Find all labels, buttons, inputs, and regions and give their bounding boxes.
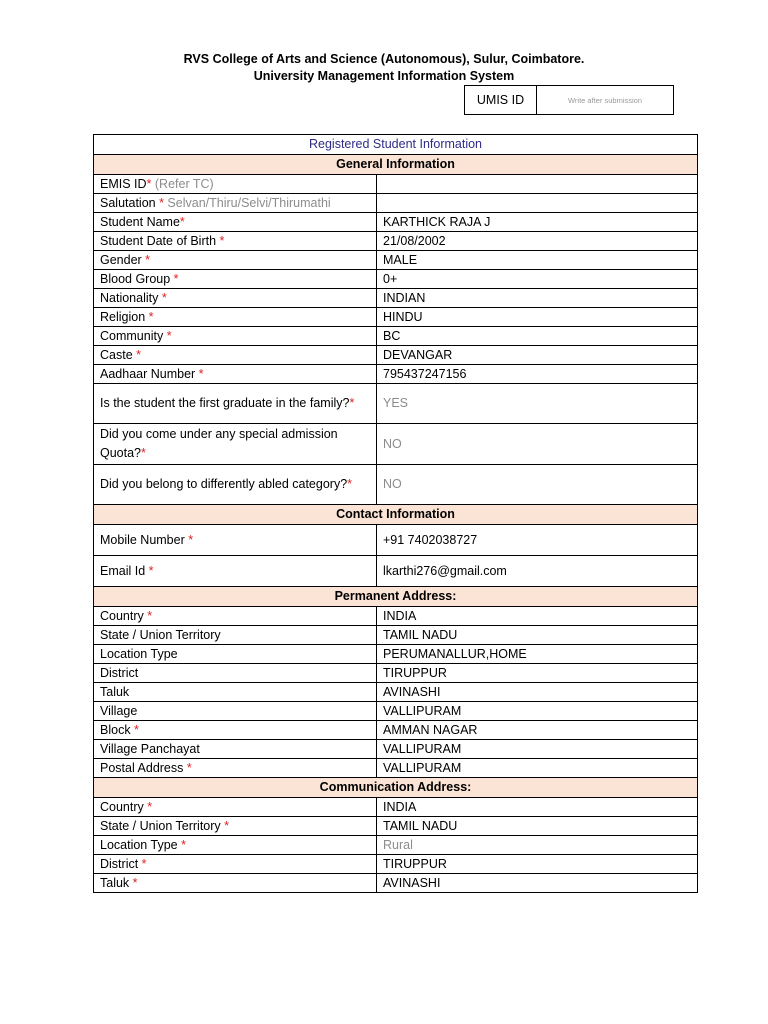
field-label-text: District — [100, 856, 142, 871]
field-value[interactable]: AVINASHI — [377, 683, 698, 702]
required-asterisk: * — [349, 396, 355, 410]
form-row — [94, 213, 698, 232]
field-value[interactable]: TAMIL NADU — [377, 626, 698, 645]
field-value[interactable]: VALLIPURAM — [377, 759, 698, 778]
field-value[interactable] — [377, 194, 698, 213]
field-label-text: Block — [100, 722, 135, 737]
required-asterisk: * — [186, 760, 192, 775]
required-asterisk: * — [188, 532, 194, 547]
form-row — [94, 721, 698, 740]
form-row — [94, 251, 698, 270]
required-asterisk: * — [132, 875, 138, 890]
form-row — [94, 194, 698, 213]
form-row — [94, 798, 698, 817]
section-header-row — [94, 155, 698, 175]
field-value[interactable]: TIRUPPUR — [377, 855, 698, 874]
field-value[interactable]: HINDU — [377, 308, 698, 327]
field-label-text: Village Panchayat — [100, 741, 200, 756]
section-title: Communication Address: — [94, 778, 698, 798]
form-row — [94, 308, 698, 327]
form-row — [94, 759, 698, 778]
field-label-text: Salutation — [100, 195, 160, 210]
field-label-text: Taluk — [100, 875, 133, 890]
form-row — [94, 346, 698, 365]
field-label — [94, 855, 377, 874]
section-title: Contact Information — [94, 505, 698, 525]
field-value[interactable]: 21/08/2002 — [377, 232, 698, 251]
field-label-text: Mobile Number — [100, 532, 189, 547]
field-value[interactable]: KARTHICK RAJA J — [377, 213, 698, 232]
required-asterisk: * — [179, 214, 185, 229]
form-row — [94, 855, 698, 874]
form-row — [94, 664, 698, 683]
required-asterisk: * — [166, 328, 172, 343]
field-label-text: Did you come under any special admission Quota? — [100, 427, 338, 460]
field-label — [94, 365, 377, 384]
required-asterisk: * — [141, 856, 147, 871]
section-title: General Information — [94, 155, 698, 175]
field-value[interactable]: INDIA — [377, 607, 698, 626]
field-label — [94, 817, 377, 836]
field-label — [94, 759, 377, 778]
section-header-row — [94, 505, 698, 525]
field-label — [94, 836, 377, 855]
field-label — [94, 251, 377, 270]
field-value[interactable]: TIRUPPUR — [377, 664, 698, 683]
field-value[interactable]: 795437247156 — [377, 365, 698, 384]
form-row — [94, 740, 698, 759]
required-asterisk: * — [134, 722, 139, 737]
field-label-text: EMIS ID — [100, 176, 147, 191]
field-hint: Selvan/Thiru/Selvi/Thirumathi — [163, 195, 331, 210]
field-value[interactable]: VALLIPURAM — [377, 740, 698, 759]
field-value[interactable]: lkarthi276@gmail.com — [377, 556, 698, 587]
required-asterisk: * — [148, 563, 154, 578]
field-label-text: Caste — [100, 347, 137, 362]
field-label — [94, 874, 377, 893]
field-label — [94, 740, 377, 759]
field-label — [94, 289, 377, 308]
field-value[interactable]: MALE — [377, 251, 698, 270]
form-row — [94, 384, 698, 424]
field-value[interactable]: NO — [377, 424, 698, 465]
field-label-text: Community — [100, 328, 167, 343]
form-row — [94, 645, 698, 664]
field-value[interactable] — [377, 175, 698, 194]
form-row — [94, 525, 698, 556]
required-asterisk: * — [181, 837, 186, 852]
field-label-text: Email Id — [100, 563, 149, 578]
form-row — [94, 270, 698, 289]
field-label — [94, 232, 377, 251]
field-label-text: Postal Address — [100, 760, 187, 775]
form-row — [94, 424, 698, 465]
field-label — [94, 270, 377, 289]
field-label-text: Location Type — [100, 837, 182, 852]
field-label — [94, 798, 377, 817]
form-row — [94, 175, 698, 194]
field-value[interactable]: AVINASHI — [377, 874, 698, 893]
field-label — [94, 683, 377, 702]
field-value[interactable]: Rural — [377, 836, 698, 855]
required-asterisk: * — [224, 818, 230, 833]
field-label-text: Country — [100, 608, 148, 623]
field-value[interactable]: DEVANGAR — [377, 346, 698, 365]
required-asterisk: * — [136, 347, 142, 362]
required-asterisk: * — [159, 195, 164, 210]
required-asterisk: * — [198, 366, 204, 381]
field-label — [94, 556, 377, 587]
field-value[interactable]: 0+ — [377, 270, 698, 289]
field-label — [94, 213, 377, 232]
field-value[interactable]: BC — [377, 327, 698, 346]
field-label-text: Village — [100, 703, 138, 718]
required-asterisk: * — [148, 309, 154, 324]
system-name: University Management Information System — [253, 69, 515, 83]
form-row — [94, 327, 698, 346]
field-label-text: Religion — [100, 309, 149, 324]
form-row — [94, 817, 698, 836]
field-value[interactable]: PERUMANALLUR,HOME — [377, 645, 698, 664]
form-row — [94, 607, 698, 626]
form-row — [94, 556, 698, 587]
field-label-text: State / Union Territory — [100, 818, 225, 833]
form-title-row — [94, 135, 698, 155]
field-label-text: Student Date of Birth — [100, 233, 220, 248]
required-asterisk: * — [173, 271, 179, 286]
form-row — [94, 626, 698, 645]
field-label — [94, 721, 377, 740]
field-label-text: Blood Group — [100, 271, 174, 286]
section-title: Permanent Address: — [94, 587, 698, 607]
field-label — [94, 346, 377, 365]
field-label — [94, 607, 377, 626]
field-label — [94, 384, 377, 424]
field-value[interactable]: INDIAN — [377, 289, 698, 308]
college-name: RVS College of Arts and Science (Autonomous), Sulur, Coimbatore. — [183, 52, 585, 66]
field-label-text: State / Union Territory — [100, 627, 221, 642]
student-info-table — [93, 134, 698, 893]
form-row — [94, 683, 698, 702]
field-value[interactable]: NO — [377, 465, 698, 505]
required-asterisk: * — [146, 176, 152, 191]
umis-id-label: UMIS ID — [465, 86, 537, 114]
required-asterisk: * — [347, 477, 353, 491]
field-value[interactable]: TAMIL NADU — [377, 817, 698, 836]
required-asterisk: * — [147, 608, 153, 623]
field-label-text: Nationality — [100, 290, 162, 305]
section-header-row — [94, 587, 698, 607]
student-info-body — [94, 135, 698, 893]
field-label — [94, 465, 377, 505]
required-asterisk: * — [219, 233, 225, 248]
umis-id-box — [464, 85, 674, 115]
form-row — [94, 365, 698, 384]
field-label-text: Is the student the first graduate in the family? — [100, 396, 350, 410]
form-row — [94, 232, 698, 251]
field-label — [94, 626, 377, 645]
field-value[interactable]: INDIA — [377, 798, 698, 817]
form-row — [94, 874, 698, 893]
field-label-text: Did you belong to differently abled category? — [100, 477, 348, 491]
field-label — [94, 308, 377, 327]
form-row — [94, 465, 698, 505]
field-label — [94, 664, 377, 683]
section-header-row — [94, 778, 698, 798]
field-label-text: District — [100, 665, 139, 680]
field-label — [94, 194, 377, 213]
field-label-text: Location Type — [100, 646, 178, 661]
field-value[interactable]: VALLIPURAM — [377, 702, 698, 721]
field-label-text: Student Name — [100, 214, 180, 229]
field-label-text: Gender — [100, 252, 146, 267]
field-label — [94, 645, 377, 664]
field-label-text: Aadhaar Number — [100, 366, 199, 381]
required-asterisk: * — [141, 446, 146, 460]
required-asterisk: * — [145, 252, 151, 267]
umis-id-field[interactable]: Write after submission — [567, 95, 643, 105]
required-asterisk: * — [161, 290, 167, 305]
required-asterisk: * — [147, 799, 153, 814]
field-label — [94, 525, 377, 556]
form-title: Registered Student Information — [94, 135, 698, 155]
field-label — [94, 702, 377, 721]
field-label-text: Taluk — [100, 684, 130, 699]
form-row — [94, 836, 698, 855]
form-row — [94, 702, 698, 721]
field-label — [94, 327, 377, 346]
field-hint: (Refer TC) — [151, 176, 214, 191]
form-row — [94, 289, 698, 308]
field-label-text: Country — [100, 799, 148, 814]
field-label — [94, 175, 377, 194]
field-value[interactable]: AMMAN NAGAR — [377, 721, 698, 740]
field-value[interactable]: YES — [377, 384, 698, 424]
field-label — [94, 424, 377, 465]
field-value[interactable]: +91 7402038727 — [377, 525, 698, 556]
